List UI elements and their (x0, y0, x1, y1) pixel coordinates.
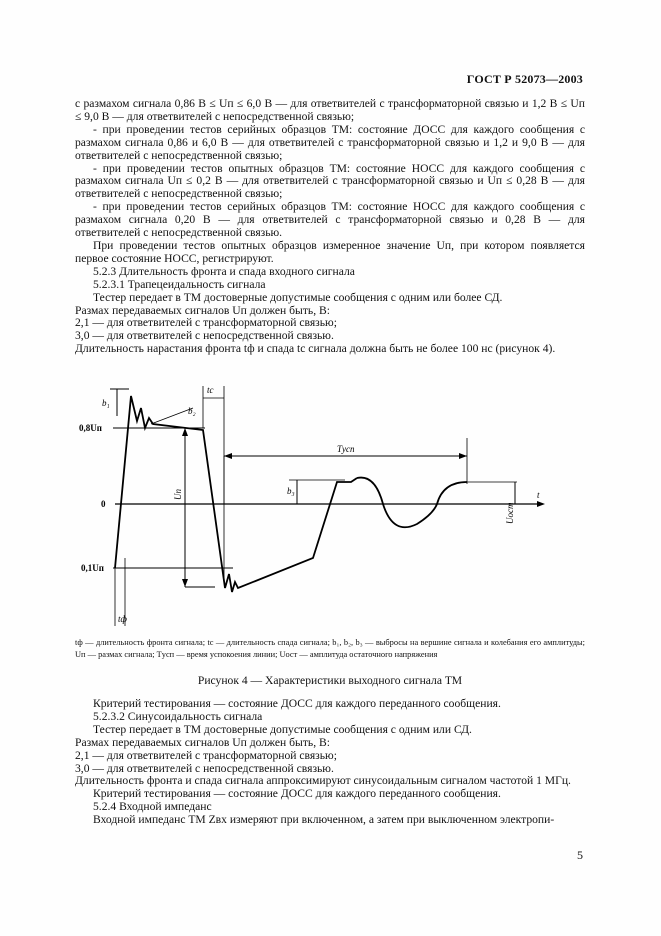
tusp-label: Tусп (337, 444, 355, 454)
tc-label: tс (207, 385, 214, 395)
paragraph: Тестер передает в ТМ достоверные допустимые сообщения с одним или более СД. (93, 290, 503, 304)
level-01-label: 0,1Uп (81, 563, 104, 573)
paragraph: 2,1 — для ответвителей с трансформаторной связью; (75, 748, 337, 762)
t-axis-label: t (537, 490, 540, 500)
paragraph: Входной импеданс ТМ Zвх измеряют при включенном, а затем при выключенном электропи- (93, 813, 555, 827)
paragraph: - при проведении тестов серийных образцов ТМ: состояние ДОСС для каждого сообщения с размахом сигнала 0,86 и 6,0 В — для ответвителей с трансформаторной связью и 1,2 и 9,0 В — для ответвителей с непосредственной связью; (75, 122, 585, 162)
t-axis-arrow (537, 501, 545, 507)
page-number: 5 (577, 848, 583, 862)
signal-sine (357, 478, 467, 528)
paragraph: Критерий тестирования — состояние ДОСС для каждого переданного сообщения. (93, 787, 501, 801)
paragraph: Длительность нарастания фронта tф и спада tс сигнала должна быть не более 100 нс (рисунок 4). (75, 342, 556, 356)
up-label: Uп (173, 489, 183, 500)
b2-label: b₂ (188, 406, 196, 416)
signal-waveform (115, 396, 357, 592)
tusp-arrow-left (224, 453, 232, 459)
paragraph: Длительность фронта и спада сигнала аппроксимируют синусоидальным сигналом частотой 1 МГц. (75, 774, 571, 788)
zero-label: 0 (101, 499, 106, 509)
paragraph: Размах передаваемых сигналов Uп должен быть, В: (75, 303, 330, 317)
paragraph: - при проведении тестов опытных образцов ТМ: состояние НОСС для каждого сообщения с размахом сигнала Uп ≤ 0,2 В — для ответвителей с трансформаторной связью и Uп ≤ 0,28 В — для ответвителей с непосредственной связью; (75, 161, 585, 201)
paragraph: с размахом сигнала 0,86 В ≤ Uп ≤ 6,0 В — для ответвителей с трансформаторной связью и 1,2 В ≤ Uп ≤ 9,0 В — для ответвителей с непосредственной связью; (75, 97, 585, 123)
b1-label: b₁ (102, 398, 110, 408)
paragraph: 3,0 — для ответвителей с непосредственной связью. (75, 329, 334, 343)
paragraph: Тестер передает в ТМ достоверные допустимые сообщения с одним или СД. (93, 722, 472, 736)
tf-label: tф (118, 614, 127, 624)
figure-caption: Рисунок 4 — Характеристики выходного сигнала ТМ (197, 674, 463, 687)
paragraph: 3,0 — для ответвителей с непосредственной связью. (75, 761, 334, 775)
b3-label: b₃ (287, 486, 295, 496)
paragraph: Размах передаваемых сигналов Uп должен быть, В: (75, 735, 330, 749)
paragraph: 2,1 — для ответвителей с трансформаторной связью; (75, 316, 337, 330)
paragraph: Критерий тестирования — состояние ДОСС для каждого переданного сообщения. (93, 697, 501, 710)
up-arrow-top (182, 428, 188, 436)
figure-legend (75, 637, 585, 660)
subsection-heading: 5.2.3.1 Трапецеидальность сигнала (93, 277, 266, 291)
section-heading: 5.2.4 Входной импеданс (93, 800, 212, 814)
legend-text: tф — длительность фронта сигнала; tс — длительность спада сигнала; b₁, b₂, b₃ — выбросы на вершине сигнала и колебания его амплитуды; Uп — размах сигнала; Tусп — время успокоения линии; Uост — амплитуда остаточного напряжения (75, 638, 585, 659)
signal-return (203, 430, 225, 588)
paragraph: При проведении тестов опытных образцов измеренное значение Uп, при котором появляется первое состояние НОСС, регистрируют. (75, 238, 585, 265)
up-arrow-bottom (182, 579, 188, 587)
body-text-bottom (75, 698, 585, 827)
uost-label: Uост (505, 502, 515, 524)
standard-header: ГОСТ Р 52073—2003 (466, 72, 583, 86)
subsection-heading: 5.2.3.2 Синусоидальность сигнала (93, 709, 263, 723)
body-text-top (75, 98, 585, 356)
paragraph: - при проведении тестов серийных образцов ТМ: состояние НОСС для каждого сообщения с размахом сигнала 0,20 В — для ответвителей с трансформаторной связью и 0,28 В — для ответвителей с непосредственной связью. (75, 200, 585, 240)
b2-dim (151, 408, 193, 424)
signal-diagram (75, 378, 585, 630)
section-heading: 5.2.3 Длительность фронта и спада входного сигнала (93, 264, 355, 278)
level-08-label: 0,8Uп (79, 423, 102, 433)
tusp-arrow-right (459, 453, 467, 459)
